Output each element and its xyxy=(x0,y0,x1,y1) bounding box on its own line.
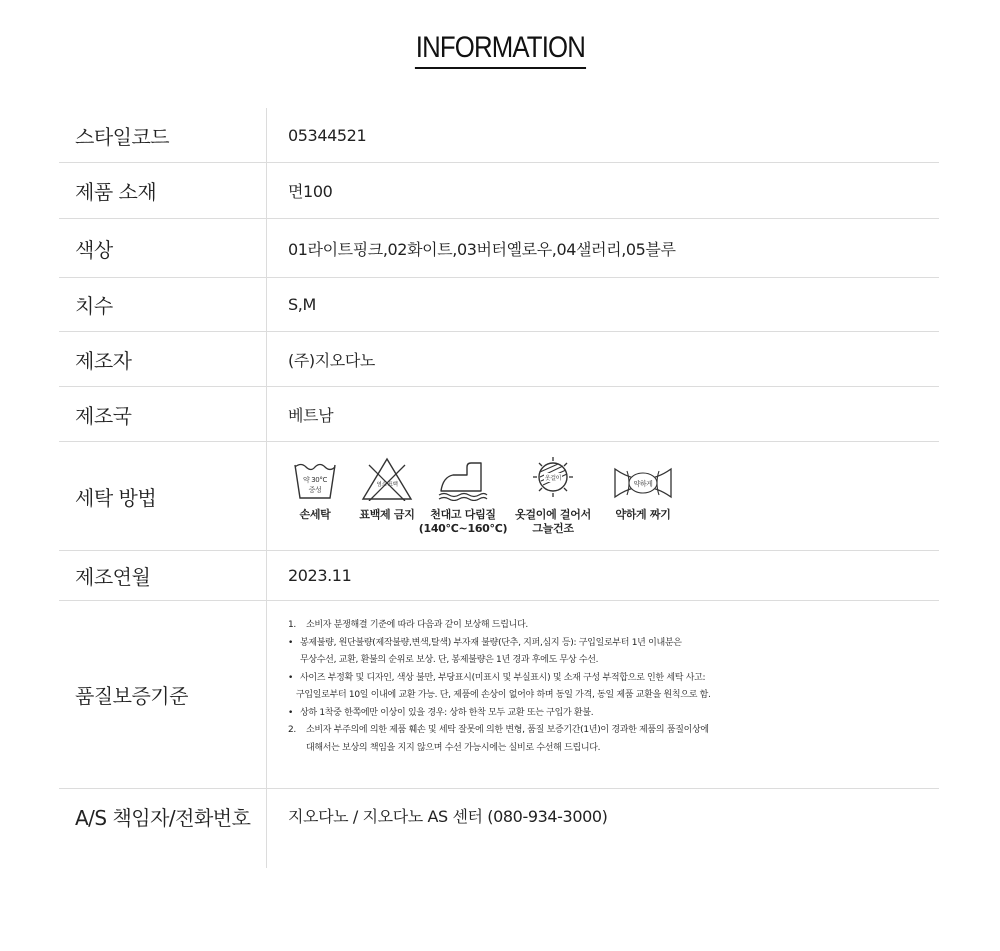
row-as-contact xyxy=(59,789,939,868)
row-label: 제품 소재 xyxy=(59,163,267,218)
row-value: (주)지오다노 xyxy=(288,350,375,370)
row-value: 면100 xyxy=(288,182,333,201)
care-symbols xyxy=(288,457,674,536)
row-label: 색상 xyxy=(59,219,267,277)
row-value: 05344521 xyxy=(288,125,367,145)
iron-icon xyxy=(437,457,489,501)
care-gentle-wring xyxy=(612,457,674,522)
care-hand-wash xyxy=(288,457,342,522)
row-country xyxy=(59,387,939,442)
row-warranty xyxy=(59,601,939,789)
row-label: 제조연월 xyxy=(59,551,267,600)
row-label: 제조국 xyxy=(59,387,267,441)
row-label: 스타일코드 xyxy=(59,108,267,162)
warranty-line: 구입일로부터 10일 이내에 교환 가능. 단, 제품에 손상이 없어야 하며 동일 가격, 동일 제품 교환을 원칙으로 함. xyxy=(296,690,711,700)
care-label: 천대고 다림질 (140℃~160℃) xyxy=(418,507,508,535)
care-no-bleach xyxy=(358,457,416,522)
row-label: 세탁 방법 xyxy=(59,442,267,550)
row-label: A/S 책임자/전화번호 xyxy=(59,789,267,868)
warranty-line: 1. 소비자 분쟁해결 기준에 따라 다음과 같이 보상해 드립니다. xyxy=(288,620,528,630)
gentle-wring-icon xyxy=(613,457,673,501)
row-label: 제조자 xyxy=(59,332,267,386)
page-header xyxy=(0,0,1000,78)
care-label: 약하게 짜기 xyxy=(615,507,671,521)
row-material xyxy=(59,163,939,219)
care-iron xyxy=(418,457,508,536)
warranty-line: 2. 소비자 부주의에 의한 제품 훼손 및 세탁 잘못에 의한 변형, 품질 보증기간(1년)이 경과한 제품의 품질이상에 xyxy=(288,725,709,735)
page-title: INFORMATION xyxy=(415,30,586,69)
svg-text:약 30°C: 약 30°C xyxy=(303,475,327,484)
row-value: 2023.11 xyxy=(288,566,352,585)
warranty-text xyxy=(267,601,939,788)
row-washing xyxy=(59,442,939,551)
no-bleach-icon xyxy=(361,457,413,501)
row-color xyxy=(59,219,939,278)
warranty-line: • 사이즈 부정확 및 디자인, 색상 불만, 부당표시(미표시 및 부실표시) 및 소재 구성 부적합으로 인한 세탁 사고: xyxy=(288,672,706,683)
row-style-code xyxy=(59,108,939,163)
row-date xyxy=(59,551,939,601)
warranty-line: 무상수선, 교환, 환불의 순위로 보상. 단, 봉제불량은 1년 경과 후에도 무상 수선. xyxy=(300,655,599,665)
hang-dry-shade-icon xyxy=(529,457,577,501)
row-value: 01라이트핑크,02화이트,03버터옐로우,04샐러리,05블루 xyxy=(288,239,676,259)
svg-text:옷걸이: 옷걸이 xyxy=(544,474,562,482)
warranty-line: • 봉제불량, 원단불량(제작불량,변색,탈색) 부자재 불량(단추, 지퍼,심지 등): 구입일로부터 1년 이내분은 xyxy=(288,637,682,648)
row-value: 베트남 xyxy=(288,405,334,425)
care-label: 옷걸이에 걸어서 그늘건조 xyxy=(515,507,591,535)
row-size xyxy=(59,278,939,332)
care-hang-dry xyxy=(508,457,598,536)
product-info-table xyxy=(59,108,939,868)
row-manufacturer xyxy=(59,332,939,387)
row-label: 품질보증기준 xyxy=(59,601,267,788)
care-label: 표백제 금지 xyxy=(359,507,415,521)
row-value xyxy=(267,442,939,550)
row-value: S,M xyxy=(288,295,316,314)
svg-text:약하게: 약하게 xyxy=(633,479,653,488)
row-value: 지오다노 / 지오다노 AS 센터 (080-934-3000) xyxy=(288,807,608,826)
care-label: 손세탁 xyxy=(299,507,331,521)
warranty-line: • 상하 1착중 한쪽에만 이상이 있을 경우: 상하 한착 모두 교환 또는 구입가 환불. xyxy=(288,707,594,718)
svg-text:중성: 중성 xyxy=(308,485,322,494)
hand-wash-icon xyxy=(293,457,337,501)
svg-text:염소 표백: 염소 표백 xyxy=(376,481,398,488)
row-label: 치수 xyxy=(59,278,267,331)
warranty-line: 대해서는 보상의 책임을 지지 않으며 수선 가능시에는 실비로 수선해 드립니다. xyxy=(306,742,601,753)
